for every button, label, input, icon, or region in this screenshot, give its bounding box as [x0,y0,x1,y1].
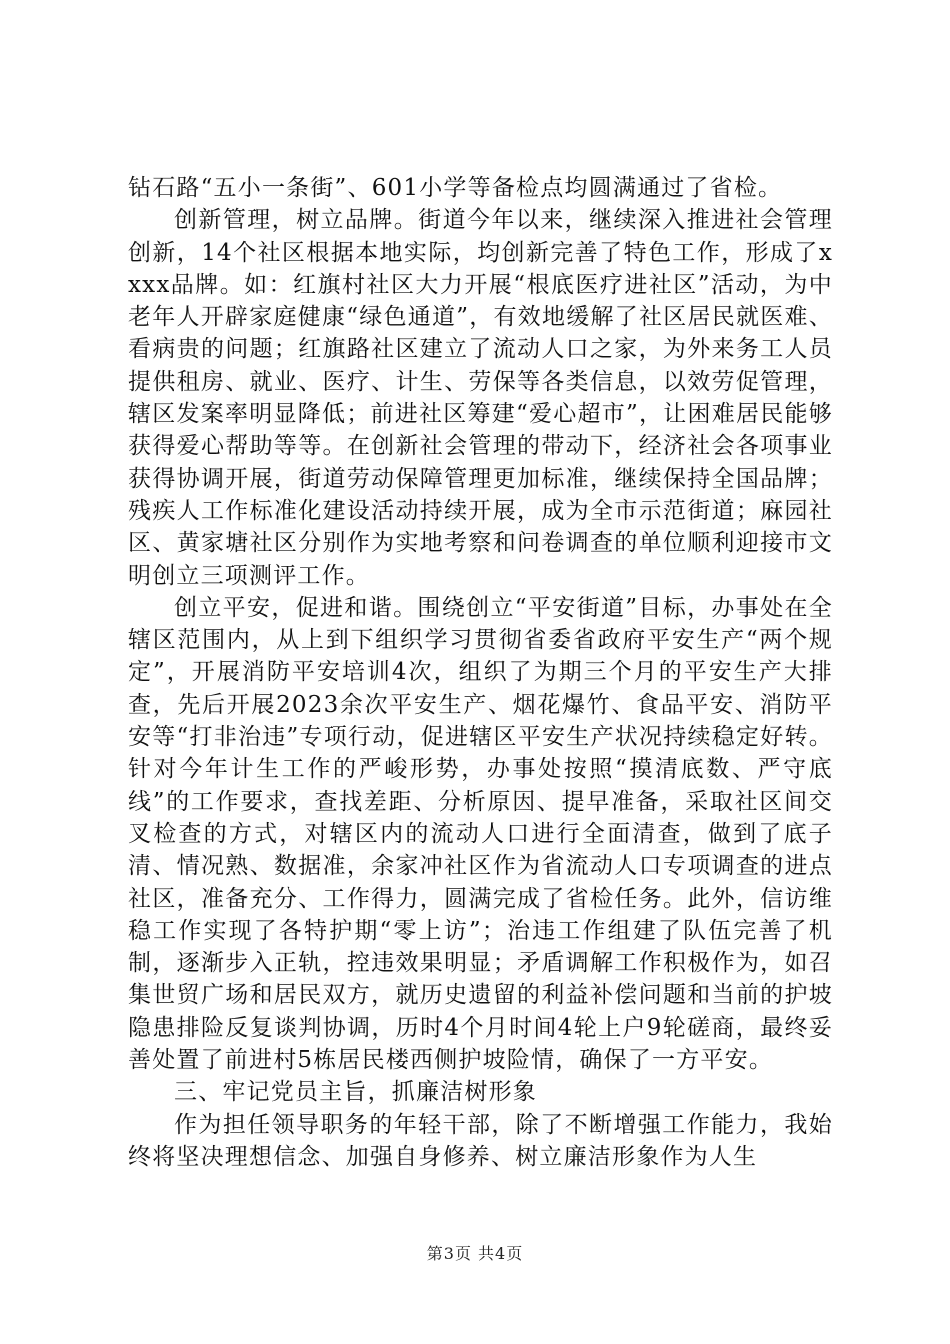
document-body [128,172,833,1173]
page-number-footer: 第3页 共4页 [426,1244,524,1263]
paragraph-continuation: 钻石路“五小一条街”、601小学等备检点均圆满通过了省检。 [128,175,783,201]
paragraph-safety-harmony: 创立平安，促进和谐。围绕创立“平安街道”目标，办事处在全辖区范围内，从上到下组织学习贯彻省委省政府平安生产“两个规定”，开展消防平安培训4次，组织了为期三个月的平安生产大排查，先后开展2023余次平安生产、烟花爆竹、食品平安、消防平安等“打非治违”专项行动，促进辖区平安生产状况持续稳定好转。针对今年计生工作的严峻形势，办事处按照“摸清底数、严守底线”的工作要求，查找差距、分析原因、提早准备，采取社区间交叉检查的方式，对辖区内的流动人口进行全面清查，做到了底子清、情况熟、数据准，余家冲社区作为省流动人口专项调查的进点社区，准备充分、工作得力，圆满完成了省检任务。此外，信访维稳工作实现了各特护期“零上访”；治违工作组建了队伍完善了机制，逐渐步入正轨，控违效果明显；矛盾调解工作积极作为，如召集世贸广场和居民双方，就历史遗留的利益补偿问题和当前的护坡隐患排险反复谈判协调，历时4个月时间4轮上户9轮磋商，最终妥善处置了前进村5栋居民楼西侧护坡险情，确保了一方平安。 [128,594,833,1074]
paragraph-young-cadre: 作为担任领导职务的年轻干部，除了不断增强工作能力，我始终将坚决理想信念、加强自身修养、树立廉洁形象作为人生 [128,1111,833,1170]
paragraph-innovation-management: 创新管理，树立品牌。街道今年以来，继续深入推进社会管理创新，14个社区根据本地实际，均创新完善了特色工作，形成了xxxx品牌。如：红旗村社区大力开展“根底医疗进社区”活动，为中老年人开辟家庭健康“绿色通道”，有效地缓解了社区居民就医难、看病贵的问题；红旗路社区建立了流动人口之家，为外来务工人员提供租房、就业、医疗、计生、劳保等各类信息，以效劳促管理，辖区发案率明显降低；前进社区筹建“爱心超市”，让困难居民能够获得爱心帮助等等。在创新社会管理的带动下，经济社会各项事业获得协调开展，街道劳动保障管理更加标准，继续保持全国品牌；残疾人工作标准化建设活动持续开展，成为全市示范街道；麻园社区、黄家塘社区分别作为实地考察和问卷调查的单位顺利迎接市文明创立三项测评工作。 [128,207,833,589]
section-heading-party-integrity: 三、牢记党员主旨，抓廉洁树形象 [174,1079,537,1106]
